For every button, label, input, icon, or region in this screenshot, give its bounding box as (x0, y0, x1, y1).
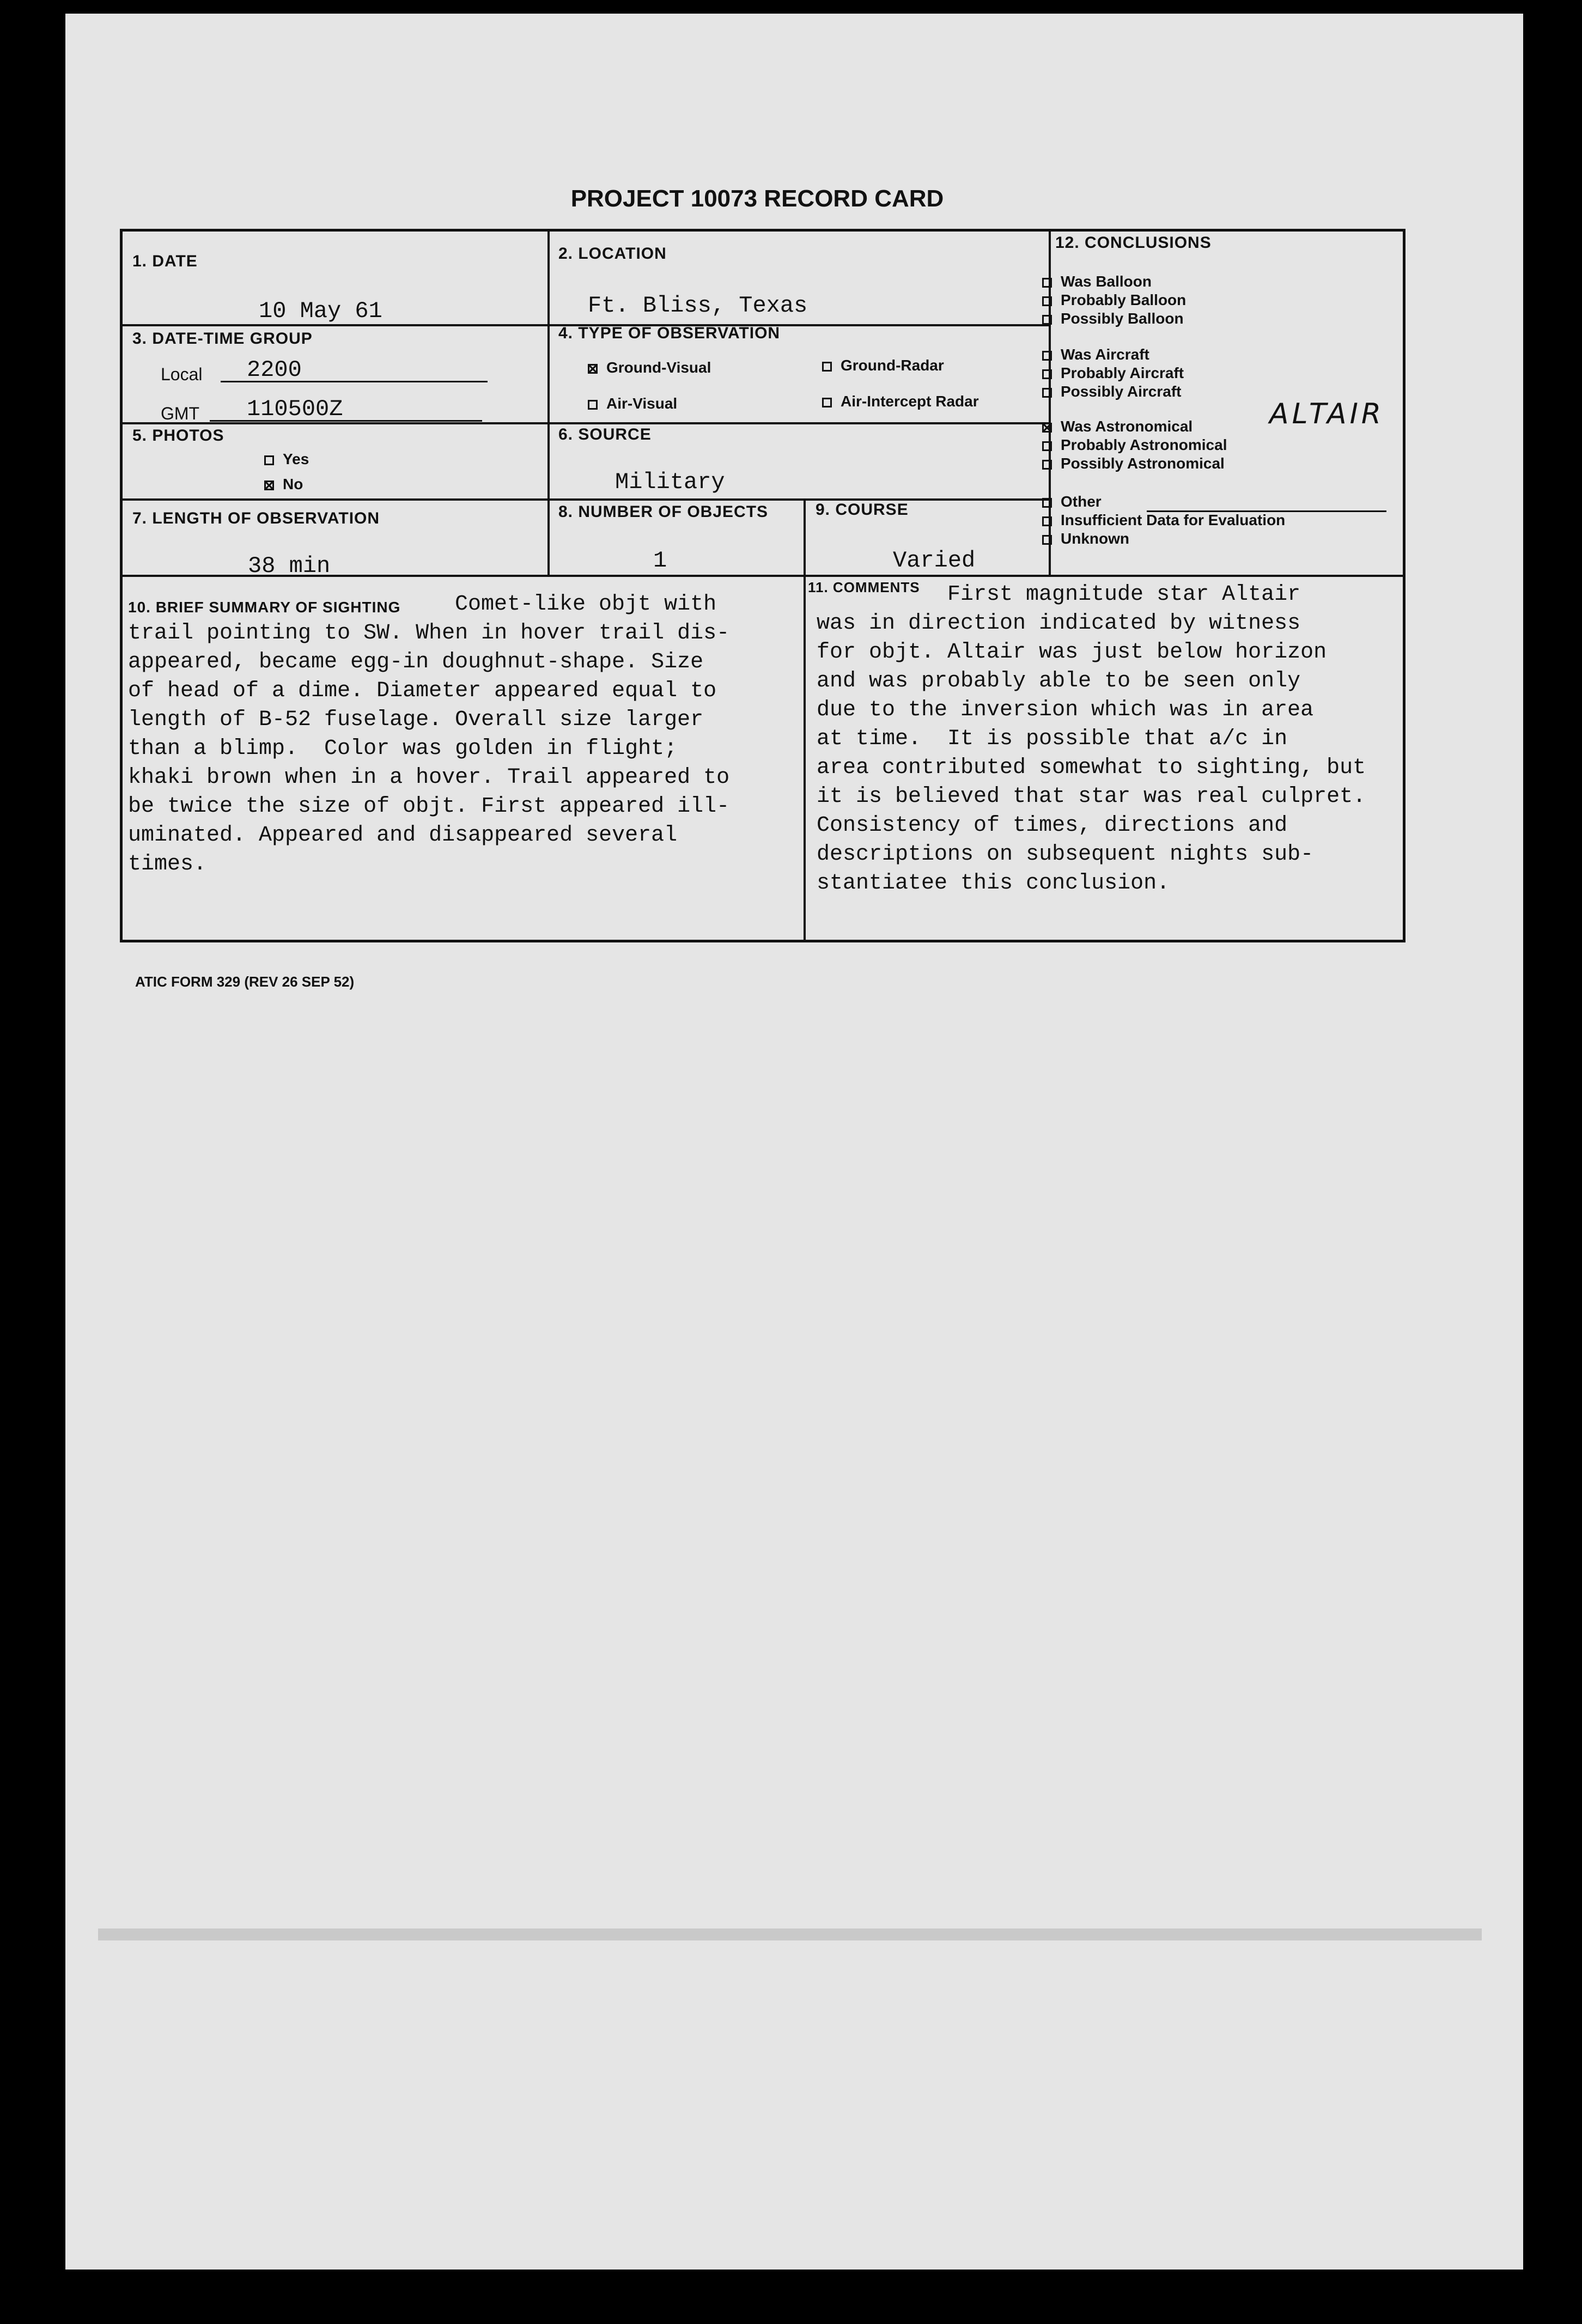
comments-first-line: First magnitude star Altair (947, 582, 1301, 607)
conclusion-possibly-astronomical (1042, 455, 1225, 472)
photos-no-option (264, 476, 303, 493)
type-observation-label: 4. TYPE OF OBSERVATION (558, 324, 781, 342)
ground-visual-option (588, 359, 711, 376)
conclusion-probably-astronomical (1042, 436, 1227, 454)
dtg-local-value: 2200 (247, 357, 302, 383)
source-label: 6. SOURCE (558, 425, 652, 443)
checkbox-icon (822, 398, 832, 407)
photos-yes-text: Yes (283, 451, 309, 467)
location-cell (547, 232, 1049, 324)
local-underline (221, 381, 488, 382)
gmt-underline (210, 420, 482, 422)
comments-label: 11. COMMENTS (808, 579, 920, 595)
conclusion-probably-aircraft (1042, 364, 1184, 382)
checkbox-icon (1042, 498, 1052, 508)
comments-text: was in direction indicated by witness for objt. Altair was just below horizon and was probably able to be seen only due to the inversion which was in area at time. It is possible that a/c in area contributed somewhat to sighting, but it is believed that star was real culpret. Consistency of times, directions and descriptions on subsequent nights sub- stantiatee this conclusion. (817, 611, 1366, 896)
source-value: Military (615, 469, 725, 495)
conclusion-possibly-aircraft (1042, 383, 1181, 400)
conclusion-probably-balloon (1042, 291, 1186, 309)
photos-cell (123, 422, 547, 498)
checkbox-icon (1042, 460, 1052, 470)
conclusion-text: Probably Aircraft (1061, 364, 1184, 381)
ground-radar-text: Ground-Radar (841, 357, 944, 374)
course-label: 9. COURSE (816, 501, 909, 519)
conclusion-text: Insufficient Data for Evaluation (1061, 512, 1286, 528)
conclusion-text: Possibly Balloon (1061, 310, 1184, 327)
air-intercept-option (822, 393, 979, 410)
dtg-local-label: Local (161, 364, 203, 384)
summary-label: 10. BRIEF SUMMARY OF SIGHTING (128, 599, 401, 616)
checked-box-icon (588, 364, 598, 374)
location-value: Ft. Bliss, Texas (588, 293, 808, 319)
conclusion-text: Was Aircraft (1061, 346, 1149, 363)
checkbox-icon (588, 400, 598, 410)
course-cell (804, 498, 1049, 575)
date-value: 10 May 61 (259, 298, 382, 324)
photos-no-text: No (283, 476, 303, 492)
summary-first-line: Comet-like objt with (455, 592, 717, 617)
checkbox-icon (264, 455, 274, 465)
checkbox-icon (1042, 351, 1052, 361)
conclusion-insufficient-data (1042, 512, 1285, 529)
source-cell (547, 422, 1049, 498)
checkbox-icon (822, 362, 832, 372)
conclusion-possibly-balloon (1042, 310, 1184, 327)
checkbox-icon (1042, 296, 1052, 306)
card-title: PROJECT 10073 RECORD CARD (570, 185, 944, 212)
checkbox-icon (1042, 388, 1052, 398)
length-value: 38 min (248, 553, 331, 579)
length-label: 7. LENGTH OF OBSERVATION (132, 509, 380, 527)
type-observation-cell (547, 324, 1049, 422)
conclusion-was-astronomical (1042, 418, 1192, 435)
comments-cell (804, 575, 1405, 942)
checked-box-icon (1042, 423, 1052, 433)
number-objects-cell (547, 498, 804, 575)
handwritten-annotation: ALTAIR (1269, 398, 1385, 430)
air-intercept-text: Air-Intercept Radar (841, 393, 979, 410)
date-cell (123, 232, 547, 324)
checked-box-icon (264, 480, 274, 490)
air-visual-option (588, 395, 677, 412)
dtg-gmt-value: 110500Z (247, 396, 343, 422)
conclusion-text: Probably Astronomical (1061, 436, 1227, 453)
checkbox-icon (1042, 315, 1052, 325)
photos-yes-option (264, 451, 309, 468)
conclusion-text: Possibly Astronomical (1061, 455, 1225, 472)
conclusion-text: Other (1061, 493, 1102, 510)
form-identifier: ATIC FORM 329 (REV 26 SEP 52) (135, 974, 355, 990)
summary-text: trail pointing to SW. When in hover trail dis- appeared, became egg-in doughnut-shape. Size of head of a dime. Diameter appeared equal to length of B-52 fuselage. Overall size larger than a blimp. Color was golden in flight; khaki brown when in a hover. Trail appeared to be twice the size of objt. First appeared ill- uminated. Appeared and disappeared several times. (128, 621, 730, 877)
conclusions-label: 12. CONCLUSIONS (1055, 234, 1212, 252)
checkbox-icon (1042, 369, 1052, 379)
checkbox-icon (1042, 441, 1052, 451)
conclusion-text: Was Balloon (1061, 273, 1152, 290)
length-cell (123, 498, 547, 579)
conclusion-other (1042, 493, 1102, 510)
ground-radar-option (822, 357, 944, 374)
location-label: 2. LOCATION (558, 245, 667, 263)
dtg-cell (123, 324, 547, 422)
number-objects-value: 1 (653, 547, 667, 574)
conclusion-text: Was Astronomical (1061, 418, 1193, 435)
conclusion-was-aircraft (1042, 346, 1149, 363)
dtg-label: 3. DATE-TIME GROUP (132, 330, 313, 348)
date-label: 1. DATE (132, 252, 198, 270)
checkbox-icon (1042, 516, 1052, 526)
summary-cell (123, 575, 804, 942)
page-edge-shadow (98, 1928, 1482, 1940)
ground-visual-text: Ground-Visual (606, 359, 711, 376)
checkbox-icon (1042, 535, 1052, 545)
conclusion-text: Unknown (1061, 530, 1129, 547)
photos-label: 5. PHOTOS (132, 427, 224, 445)
checkbox-icon (1042, 278, 1052, 288)
conclusion-text: Probably Balloon (1061, 291, 1186, 308)
conclusion-unknown (1042, 530, 1129, 547)
conclusion-was-balloon (1042, 273, 1152, 290)
conclusion-text: Possibly Aircraft (1061, 383, 1182, 400)
dtg-gmt-label: GMT (161, 404, 200, 423)
record-card (120, 229, 1405, 942)
air-visual-text: Air-Visual (606, 395, 678, 412)
course-value: Varied (893, 547, 976, 574)
number-objects-label: 8. NUMBER OF OBJECTS (558, 503, 769, 521)
